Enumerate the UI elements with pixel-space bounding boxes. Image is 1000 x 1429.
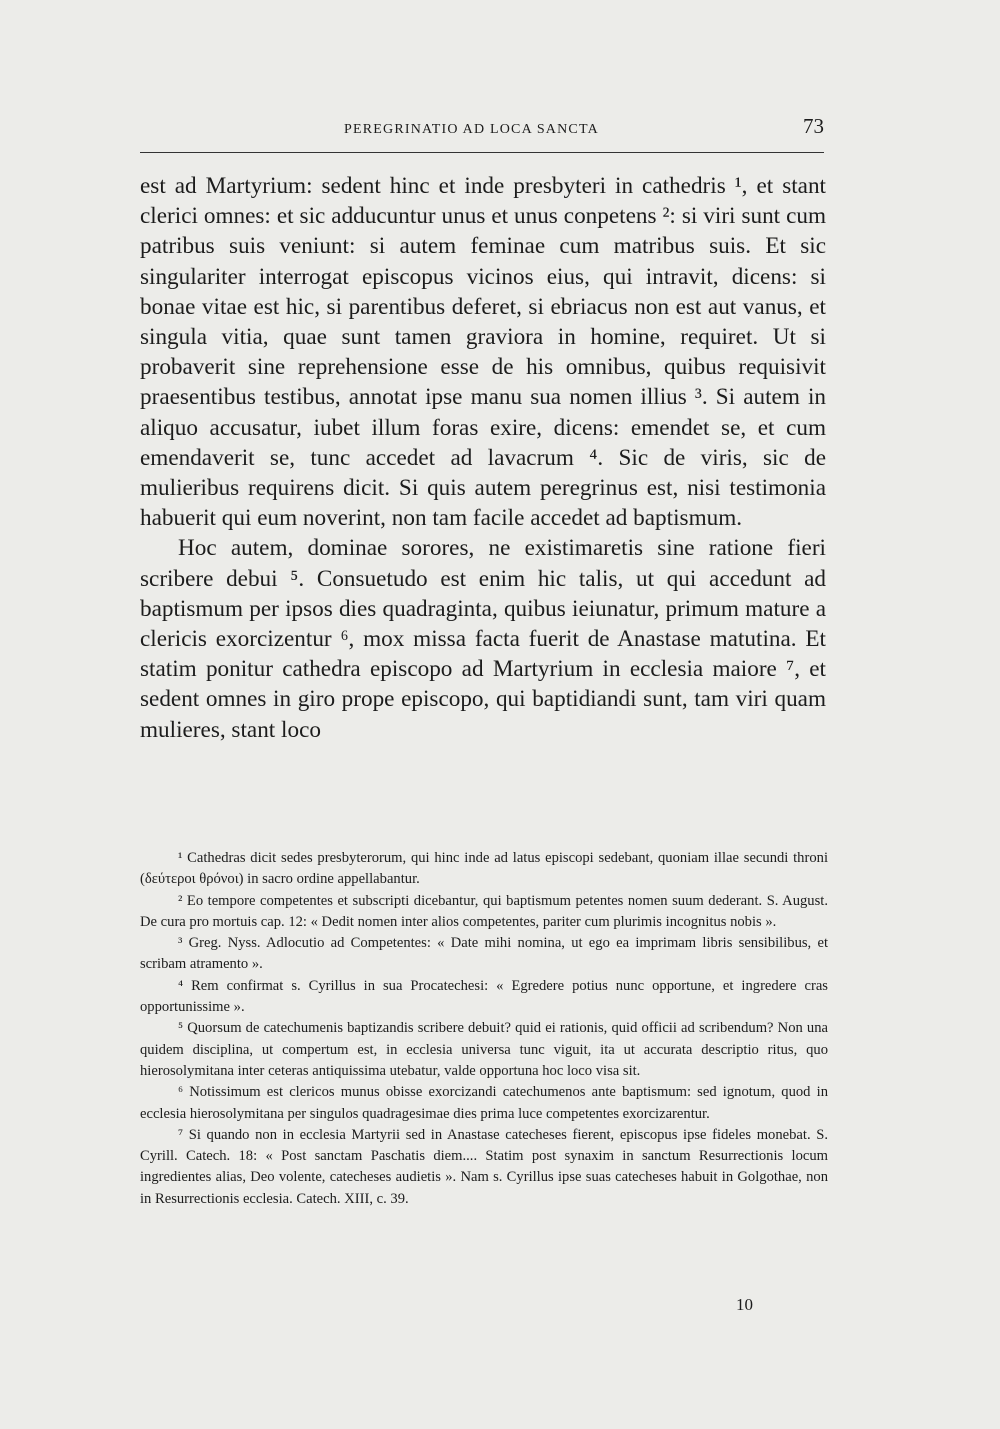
signature-mark: 10 bbox=[736, 1295, 753, 1314]
paragraph-1: est ad Martyrium: sedent hinc et inde presbyteri in cathedris ¹, et stant clerici omnes: et sic adducuntur unus et unus conpetens ²: si viri sunt cum patribus suis veniunt: si autem feminae cum matribus suis. Et sic singulariter interrogat episcopus vicinos eius, qui intravit, dicens: si bonae vitae est hic, si parentibus deferet, si ebriacus non est aut vanus, et singula vitia, quae sunt tamen graviora in homine, requiret. Ut si probaverit sine reprehensione esse de his omnibus, quibus requisivit praesentibus testibus, annotat ipse manu sua nomen illius ³. Si autem in aliquo accusatur, iubet illum foras exire, dicens: emendet se, et cum emendaverit se, tunc accedet ad lavacrum ⁴. Sic de viris, sic de mulieribus requirens dicit. Si quis autem peregrinus est, nisi testimonia habuerit qui eum noverint, non tam facile accedet ad baptismum. bbox=[140, 173, 826, 532]
footnote-7: ⁷ Si quando non in ecclesia Martyrii sed in Anastase catecheses fierent, episcopus ipse fideles monebat. S. Cyrill. Catech. 18: « Post sanctam Paschatis diem.... Statim post synaxim in sanctum Resurrectionis locum ingredientes alias, Deo volente, catecheses audietis ». Nam s. Cyrillus ipse suas catecheses habuit in Golgothae, non in Resurrectionis ecclesia. Catech. XIII, c. 39. bbox=[140, 1126, 828, 1207]
footnote-3: ³ Greg. Nyss. Adlocutio ad Competentes: « Date mihi nomina, ut ego ea imprimam libris sensibilibus, et scribam atramento ». bbox=[140, 935, 828, 973]
footnotes bbox=[140, 848, 828, 1210]
footnote-5: ⁵ Quorsum de catechumenis baptizandis scribere debuit? quid ei rationis, quid officii ad scribendum? Non una quidem disciplina, ut compertum est, in ecclesia universa tunc viguit, ita ut accurata descriptio ritus, quo hierosolymitana inter ceteras antiquissima utebatur, valde opportuna hoc loco visa sit. bbox=[140, 1020, 828, 1079]
running-title: PEREGRINATIO AD LOCA SANCTA bbox=[344, 122, 599, 137]
running-head bbox=[140, 112, 824, 153]
footnote-6: ⁶ Notissimum est clericos munus obisse exorcizandi catechumenos ante baptismum: sed ignotum, quod in ecclesia hierosolymitana per singulos quadragesimae dies prima luce competentes exorcizarentur. bbox=[140, 1084, 828, 1122]
footnote-2: ² Eo tempore competentes et subscripti dicebantur, qui baptismum petentes nomen suum dederant. S. August. De cura pro mortuis cap. 12: « Dedit nomen inter alios competentes, pariter cum plurimis incognitus nobis ». bbox=[140, 892, 828, 930]
footnote-1: ¹ Cathedras dicit sedes presbyterorum, qui hinc inde ad latus episcopi sedebant, quoniam illae secundi throni (δεύτεροι θρόνοι) in sacro ordine appellabantur. bbox=[140, 850, 828, 888]
footnote-4: ⁴ Rem confirmat s. Cyrillus in sua Procatechesi: « Egredere potius nunc opportune, et ingredere cras opportunissime ». bbox=[140, 977, 828, 1016]
main-text bbox=[140, 171, 826, 745]
paragraph-2: Hoc autem, dominae sorores, ne existimaretis sine ratione fieri scribere debui ⁵. Consuetudo est enim hic talis, ut qui accedunt ad baptismum per ipsos dies quadraginta, quibus ieiunatur, primum mature a clericis exorcizentur ⁶, mox missa facta fuerit de Anastase matutina. Et statim ponitur cathedra episcopo ad Martyrium in ecclesia maiore ⁷, et sedent omnes in giro prope episcopo, qui baptidiandi sunt, tam viri quam mulieres, stant loco bbox=[140, 535, 826, 743]
page-number: 73 bbox=[803, 114, 824, 138]
